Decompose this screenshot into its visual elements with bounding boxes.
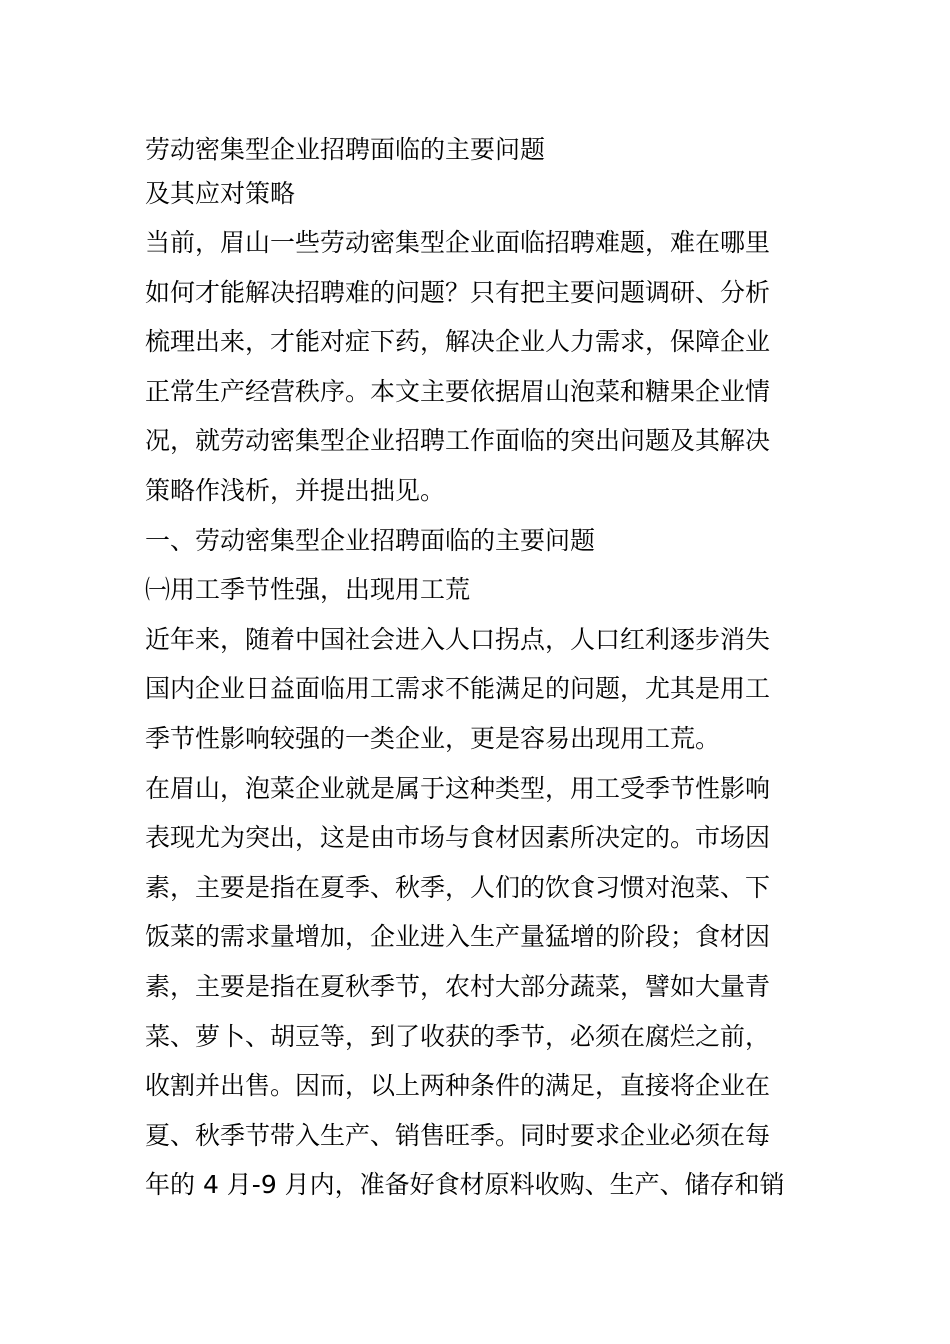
text-line: 季节性影响较强的一类企业，更是容易出现用工荒。 bbox=[145, 723, 721, 753]
document-title-line-1: 劳动密集型企业招聘面临的主要问题 bbox=[145, 135, 546, 164]
text-line: 饭菜的需求量增加，企业进入生产量猛增的阶段；食材因 bbox=[145, 922, 771, 952]
text-line: 近年来，随着中国社会进入人口拐点，人口红利逐步消失 bbox=[145, 624, 771, 654]
text-line: 年的 4 月-9 月内，准备好食材原料收购、生产、储存和销 bbox=[145, 1170, 785, 1200]
section-heading: 一、劳动密集型企业招聘面临的主要问题 bbox=[145, 525, 596, 555]
text-line: 梳理出来，才能对症下药，解决企业人力需求，保障企业 bbox=[145, 327, 771, 357]
text-line: 国内企业日益面临用工需求不能满足的问题，尤其是用工 bbox=[145, 674, 771, 704]
text-line: 素，主要是指在夏秋季节，农村大部分蔬菜，譬如大量青 bbox=[145, 971, 771, 1001]
text-line: 况，就劳动密集型企业招聘工作面临的突出问题及其解决 bbox=[145, 426, 771, 456]
text-line: 正常生产经营秩序。本文主要依据眉山泡菜和糖果企业情 bbox=[145, 376, 771, 406]
document-body bbox=[145, 130, 815, 1210]
text-line: 夏、秋季节带入生产、销售旺季。同时要求企业必须在每 bbox=[145, 1120, 771, 1150]
text-line: 如何才能解决招聘难的问题？只有把主要问题调研、分析 bbox=[145, 277, 771, 307]
text-line: 当前，眉山一些劳动密集型企业面临招聘难题，难在哪里 bbox=[145, 228, 771, 257]
text-line: 菜、萝卜、胡豆等，到了收获的季节，必须在腐烂之前， bbox=[145, 1021, 771, 1051]
text-line: 在眉山，泡菜企业就是属于这种类型，用工受季节性影响 bbox=[145, 773, 771, 803]
document-title-line-2: 及其应对策略 bbox=[145, 179, 296, 208]
text-line: 策略作浅析，并提出拙见。 bbox=[145, 475, 446, 505]
subsection-heading: ㈠用工季节性强，出现用工荒 bbox=[145, 575, 471, 605]
text-line: 收割并出售。因而，以上两种条件的满足，直接将企业在 bbox=[145, 1071, 771, 1101]
text-line: 表现尤为突出，这是由市场与食材因素所决定的。市场因 bbox=[145, 823, 771, 853]
text-line: 素，主要是指在夏季、秋季，人们的饮食习惯对泡菜、下 bbox=[145, 872, 771, 902]
